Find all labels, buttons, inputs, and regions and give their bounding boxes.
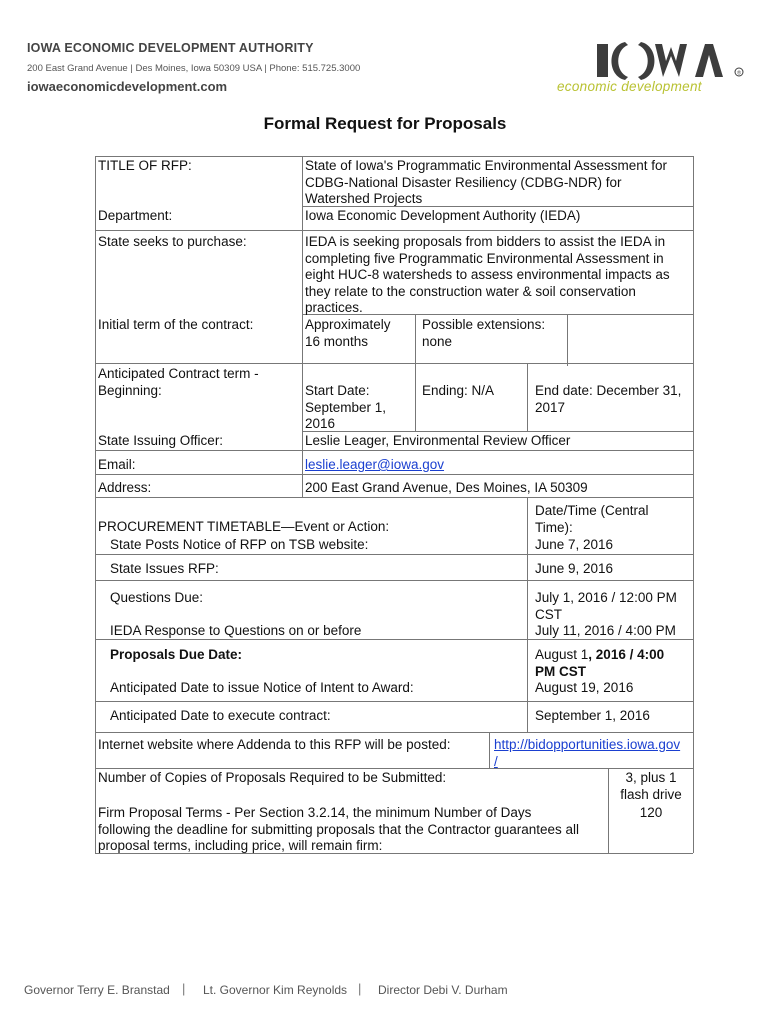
registered-mark: ® [737, 70, 742, 77]
event-date: June 7, 2016 [535, 537, 614, 552]
end-date: End date: December 31, 2017 [535, 383, 682, 415]
event-date-proposals-due: August 1, 2016 / 4:00 PM CST [535, 647, 665, 679]
addenda-label: Internet website where Addenda to this RFP will be posted: [98, 737, 451, 752]
event-row: State Posts Notice of RFP on TSB website: [110, 537, 369, 552]
timetable-date-header: Date/Time (Central Time): [535, 503, 649, 535]
org-address: 200 East Grand Avenue | Des Moines, Iowa 50309 USA | Phone: 515.725.3000 [27, 63, 361, 74]
extensions-value: Possible extensions: none [422, 317, 546, 349]
timetable-header: PROCUREMENT TIMETABLE—Event or Action: [98, 519, 390, 534]
initial-term-value: Approximately 16 months [305, 317, 391, 349]
copies-label: Number of Copies of Proposals Required to be Submitted: [98, 770, 447, 785]
event-date: September 1, 2016 [535, 708, 650, 723]
officer-label: State Issuing Officer: [98, 433, 224, 448]
purchase-label: State seeks to purchase: [98, 234, 247, 249]
event-row: State Issues RFP: [110, 561, 219, 576]
department-value: Iowa Economic Development Authority (IEDA) [305, 208, 581, 223]
footer-director: Director Debi V. Durham [378, 983, 508, 997]
org-website: iowaeconomicdevelopment.com [27, 79, 228, 94]
address-value: 200 East Grand Avenue, Des Moines, IA 50309 [305, 480, 588, 495]
email-label: Email: [98, 457, 136, 472]
event-row: Anticipated Date to issue Notice of Intent to Award: [110, 680, 414, 695]
footer-lt-governor: Lt. Governor Kim Reynolds [203, 983, 348, 997]
purchase-value: IEDA is seeking proposals from bidders to assist the IEDA in completing five Programmatic Environmental Assessment in eight HUC-8 watersheds to assess environmental impacts as they relate to the construction water & soil conservation practices. [305, 234, 670, 315]
copies-value: 3, plus 1 flash drive [620, 770, 682, 802]
event-date: July 1, 2016 / 12:00 PM CST [535, 590, 677, 622]
address-label: Address: [98, 480, 152, 495]
document-title: Formal Request for Proposals [263, 114, 507, 133]
event-row: IEDA Response to Questions on or before [110, 623, 362, 638]
ending-value: Ending: N/A [422, 383, 495, 398]
start-date: Start Date: September 1, 2016 [305, 383, 387, 431]
initial-term-label: Initial term of the contract: [98, 317, 254, 332]
event-row: Anticipated Date to execute contract: [110, 708, 331, 723]
event-date: August 19, 2016 [535, 680, 634, 695]
org-name: IOWA ECONOMIC DEVELOPMENT AUTHORITY [27, 41, 314, 55]
event-row-proposals-due: Proposals Due Date: [110, 647, 243, 662]
title-value: State of Iowa's Programmatic Environmental Assessment for CDBG-National Disaster Resiliency (CDBG-NDR) for Watershed Projects [305, 158, 667, 206]
firm-terms-label: Firm Proposal Terms - Per Section 3.2.14, the minimum Number of Days following the deadline for submitting proposals that the Contractor guarantees all proposal terms, including price, will remain firm: [98, 805, 580, 853]
footer-separator: | [182, 981, 186, 996]
department-label: Department: [98, 208, 173, 223]
logo-tagline: economic development [557, 79, 702, 94]
event-row: Questions Due: [110, 590, 204, 605]
title-label: TITLE OF RFP: [98, 158, 192, 173]
footer-separator: | [358, 981, 362, 996]
footer-governor: Governor Terry E. Branstad [24, 983, 170, 997]
event-date: July 11, 2016 / 4:00 PM [535, 623, 676, 638]
anticipated-term-label: Anticipated Contract term - Beginning: [98, 366, 259, 398]
officer-value: Leslie Leager, Environmental Review Officer [305, 433, 571, 448]
firm-terms-value: 120 [639, 805, 663, 820]
email-link[interactable]: leslie.leager@iowa.gov [305, 457, 445, 472]
event-date: June 9, 2016 [535, 561, 614, 576]
addenda-link[interactable]: http://bidopportunities.iowa.gov / [494, 737, 681, 769]
